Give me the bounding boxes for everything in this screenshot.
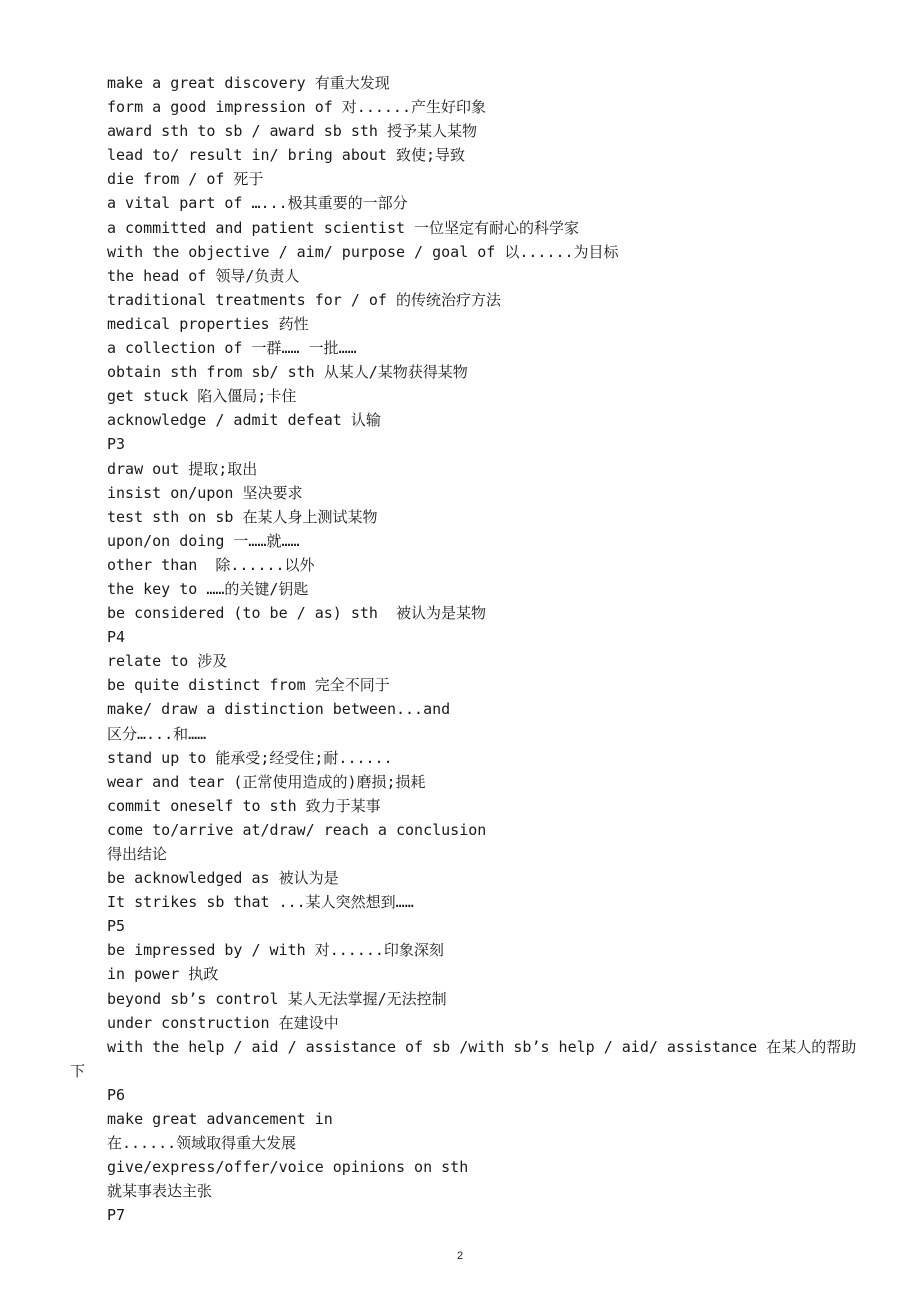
list-item: a vital part of …...极其重要的一部分	[107, 194, 408, 213]
list-item: commit oneself to sth 致力于某事	[107, 796, 381, 815]
section-heading: P6	[107, 1085, 126, 1104]
list-item: draw out 提取;取出	[107, 459, 258, 478]
list-item: a collection of 一群…… 一批……	[107, 339, 357, 358]
list-item: with the objective / aim/ purpose / goal of 以......为目标	[107, 242, 619, 261]
list-item: test sth on sb 在某人身上测试某物	[107, 507, 378, 526]
list-item: the key to ……的关键/钥匙	[107, 579, 309, 598]
list-item: stand up to 能承受;经受住;耐......	[107, 748, 393, 767]
list-item: award sth to sb / award sb sth 授予某人某物	[107, 122, 477, 141]
list-item: be quite distinct from 完全不同于	[107, 676, 390, 695]
list-item: make/ draw a distinction between...and	[107, 700, 451, 719]
list-item: 在......领域取得重大发展	[107, 1134, 297, 1153]
list-item: traditional treatments for / of 的传统治疗方法	[107, 290, 501, 309]
vocabulary-list	[70, 71, 870, 1228]
list-item: 区分…...和……	[107, 724, 207, 743]
list-item: give/express/offer/voice opinions on sth	[107, 1158, 469, 1177]
list-item: beyond sb’s control 某人无法掌握/无法控制	[107, 989, 447, 1008]
list-item: come to/arrive at/draw/ reach a conclusion	[107, 820, 487, 839]
section-heading: P7	[107, 1206, 126, 1225]
page-number: 2	[456, 1250, 464, 1262]
list-item: the head of 领导/负责人	[107, 266, 300, 285]
list-item: be acknowledged as 被认为是	[107, 869, 339, 888]
section-heading: P5	[107, 917, 126, 936]
list-item: a committed and patient scientist 一位坚定有耐心的科学家	[107, 218, 580, 237]
list-item: be considered (to be / as) sth 被认为是某物	[107, 604, 486, 623]
list-item: acknowledge / admit defeat 认输	[107, 411, 381, 430]
list-item: 得出结论	[107, 845, 168, 863]
list-item: get stuck 陷入僵局;卡住	[107, 387, 297, 406]
list-item: make great advancement in	[107, 1110, 333, 1129]
list-item: form a good impression of 对......产生好印象	[107, 98, 486, 117]
list-item: 就某事表达主张	[107, 1182, 213, 1201]
list-item: medical properties 药性	[107, 314, 309, 333]
list-item-wrapped: with the help / aid / assistance of sb /with sb’s help / aid/ assistance 在某人的帮助下	[70, 1037, 857, 1080]
list-item: relate to 涉及	[107, 652, 228, 671]
list-item: under construction 在建设中	[107, 1013, 339, 1032]
list-item: in power 执政	[107, 965, 219, 984]
list-item: wear and tear (正常使用造成的)磨损;损耗	[107, 772, 426, 791]
list-item: make a great discovery 有重大发现	[107, 74, 390, 92]
list-item: It strikes sb that ...某人突然想到……	[107, 893, 414, 912]
list-item: insist on/upon 坚决要求	[107, 483, 303, 502]
list-item: other than 除......以外	[107, 555, 315, 574]
list-item: upon/on doing 一……就……	[107, 531, 300, 550]
list-item: lead to/ result in/ bring about 致使;导致	[107, 146, 466, 165]
list-item: die from / of 死于	[107, 170, 264, 189]
list-item: be impressed by / with 对......印象深刻	[107, 941, 444, 960]
list-item: obtain sth from sb/ sth 从某人/某物获得某物	[107, 363, 468, 382]
section-heading: P4	[107, 628, 126, 647]
section-heading: P3	[107, 435, 126, 454]
